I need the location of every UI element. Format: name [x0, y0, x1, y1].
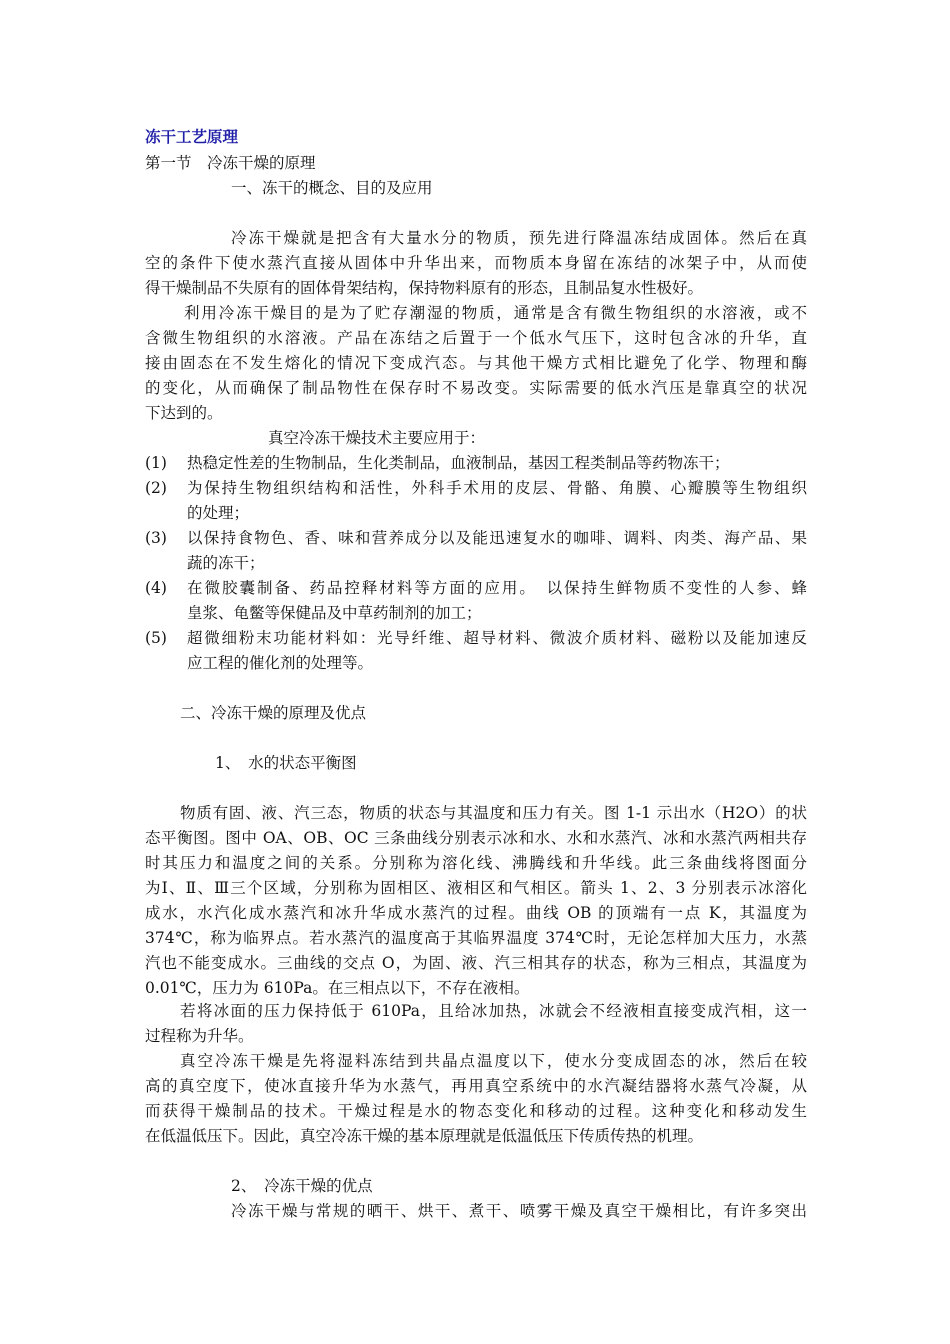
- paragraph-line: 为Ⅰ、Ⅱ、Ⅲ三个区域，分别称为固相区、液相区和气相区。箭头 1、2、3 分别表示冰溶化: [145, 879, 807, 897]
- paragraph-line: 真空冷冻干燥是先将湿料冻结到共晶点温度以下，使水分变成固态的冰，然后在较: [180, 1052, 807, 1070]
- list-item: 在微胶囊制备、药品控释材料等方面的应用。 以保持生鲜物质不变性的人参、蜂: [187, 579, 807, 597]
- subsection-heading: 1、 水的状态平衡图: [215, 754, 357, 772]
- paragraph-line: 成水，水汽化成水蒸汽和冰升华成水蒸汽的过程。曲线 OB 的顶端有一点 K，其温度为: [145, 904, 807, 922]
- subsection-heading: 一、冻干的概念、目的及应用: [231, 179, 433, 197]
- list-item-number: (1): [145, 454, 167, 472]
- list-item: 为保持生物组织结构和活性，外科手术用的皮层、骨骼、角膜、心瓣膜等生物组织: [187, 479, 807, 497]
- paragraph-line: 物质有固、液、汽三态，物质的状态与其温度和压力有关。图 1-1 示出水（H2O）的状: [180, 804, 807, 822]
- section-heading: 第一节 冷冻干燥的原理: [145, 154, 316, 172]
- paragraph-line: 空的条件下使水蒸汽直接从固体中升华出来，而物质本身留在冻结的冰架子中，从而使: [145, 254, 807, 272]
- paragraph-line: 过程称为升华。: [145, 1027, 254, 1045]
- paragraph-line: 时其压力和温度之间的关系。分别称为溶化线、沸腾线和升华线。此三条曲线将图面分: [145, 854, 807, 872]
- paragraph-line: 含微生物组织的水溶液。产品在冻结之后置于一个低水气压下，这时包含冰的升华，直: [145, 329, 807, 347]
- paragraph-line: 利用冷冻干燥目的是为了贮存潮湿的物质，通常是含有微生物组织的水溶液，或不: [184, 304, 807, 322]
- subsection-heading: 2、 冷冻干燥的优点: [231, 1177, 373, 1195]
- paragraph-line: 得干燥制品不失原有的固体骨架结构，保持物料原有的形态，且制品复水性极好。: [145, 279, 704, 297]
- list-item: 皇浆、龟鳖等保健品及中草药制剂的加工；: [187, 604, 482, 622]
- list-item-number: (3): [145, 529, 167, 547]
- document-title: 冻干工艺原理: [145, 128, 239, 146]
- paragraph-line: 若将冰面的压力保持低于 610Pa，且给冰加热，冰就会不经液相直接变成汽相，这一: [180, 1002, 807, 1020]
- list-item-number: (5): [145, 629, 167, 647]
- list-item: 的处理；: [187, 504, 250, 522]
- paragraph-line: 态平衡图。图中 OA、OB、OC 三条曲线分别表示冰和水、水和水蒸汽、冰和水蒸汽两相共存: [145, 829, 807, 847]
- subsection-heading: 二、冷冻干燥的原理及优点: [180, 704, 367, 722]
- paragraph-line: 冷冻干燥与常规的晒干、烘干、煮干、喷雾干燥及真空干燥相比，有许多突出: [231, 1202, 807, 1220]
- list-item: 应工程的催化剂的处理等。: [187, 654, 374, 672]
- list-item: 超微细粉末功能材料如：光导纤维、超导材料、微波介质材料、磁粉以及能加速反: [187, 629, 807, 647]
- paragraph-line: 冷冻干燥就是把含有大量水分的物质，预先进行降温冻结成固体。然后在真: [231, 229, 807, 247]
- list-item: 蔬的冻干；: [187, 554, 265, 572]
- paragraph-line: 0.01℃，压力为 610Pa。在三相点以下，不存在液相。: [145, 979, 530, 997]
- paragraph-line: 接由固态在不发生熔化的情况下变成汽态。与其他干燥方式相比避免了化学、物理和酶: [145, 354, 807, 372]
- paragraph-line: 高的真空度下，使冰直接升华为水蒸气，再用真空系统中的水汽凝结器将水蒸气冷凝，从: [145, 1077, 807, 1095]
- list-item-number: (4): [145, 579, 167, 597]
- paragraph-line: 汽也不能变成水。三曲线的交点 O，为固、液、汽三相其存的状态，称为三相点，其温度为: [145, 954, 807, 972]
- paragraph-line: 374℃，称为临界点。若水蒸汽的温度高于其临界温度 374℃时，无论怎样加大压力，水蒸: [145, 929, 807, 947]
- paragraph-line: 而获得干燥制品的技术。干燥过程是水的物态变化和移动的过程。这种变化和移动发生: [145, 1102, 807, 1120]
- paragraph-line: 的变化，从而确保了制品物性在保存时不易改变。实际需要的低水汽压是靠真空的状况: [145, 379, 807, 397]
- paragraph-line: 下达到的。: [145, 404, 223, 422]
- list-item: 以保持食物色、香、味和营养成分以及能迅速复水的咖啡、调料、肉类、海产品、果: [187, 529, 807, 547]
- paragraph-line: 在低温低压下。因此，真空冷冻干燥的基本原理就是低温低压下传质传热的机理。: [145, 1127, 704, 1145]
- list-item-number: (2): [145, 479, 167, 497]
- list-item: 热稳定性差的生物制品，生化类制品，血液制品，基因工程类制品等药物冻干；: [187, 454, 730, 472]
- applications-intro: 真空冷冻干燥技术主要应用于：: [268, 429, 486, 447]
